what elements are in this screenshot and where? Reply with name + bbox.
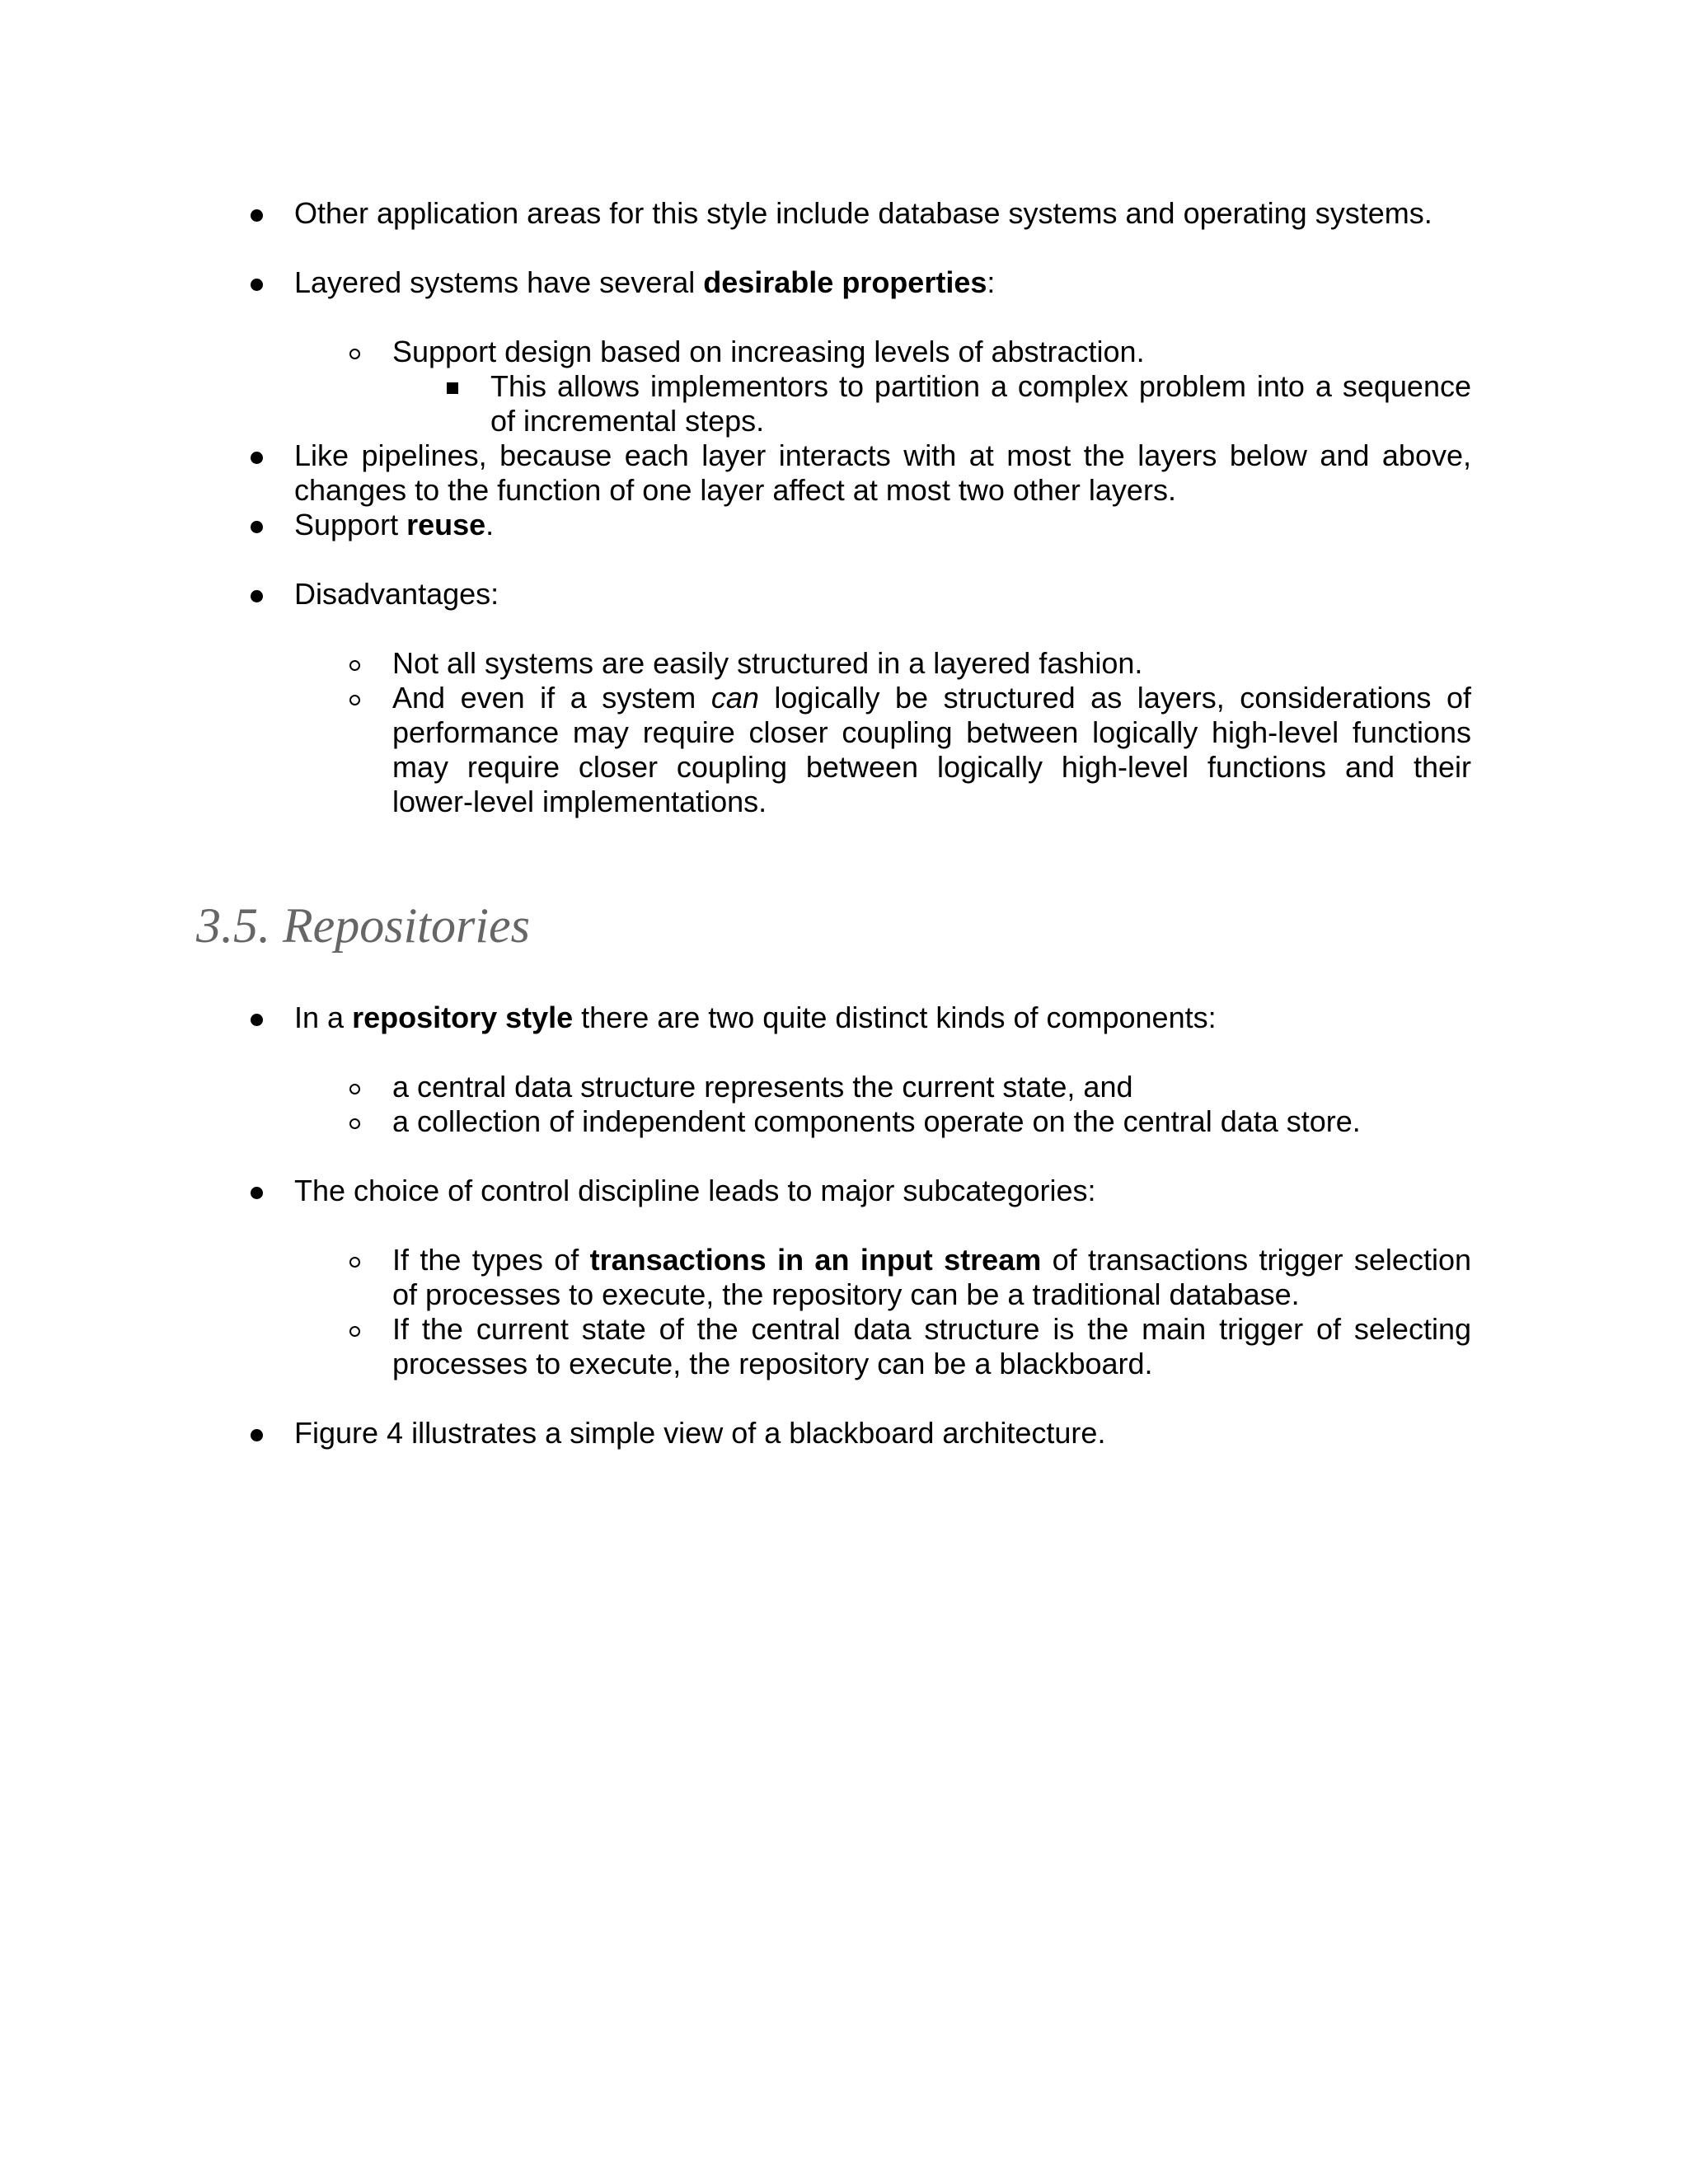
bullet-marker: [244, 1416, 269, 1451]
bullet-marker: [244, 196, 269, 231]
bold-term: transactions in an input stream: [589, 1243, 1042, 1277]
bullet-marker: [244, 265, 269, 300]
sub-bullet-line: [392, 1277, 1300, 1312]
sub-bullet-line: [392, 1347, 1153, 1381]
bullet-marker: [244, 577, 269, 612]
text-run: logically be structured as layers, considerations of: [758, 681, 1471, 715]
bullet-text: [294, 1001, 1217, 1035]
text-run: may require closer coupling between logically high-level functions and their: [392, 750, 1471, 784]
text-run: Disadvantages:: [294, 577, 499, 611]
sub-bullet-line: [392, 1243, 1471, 1277]
sub-bullet-marker: [342, 1243, 367, 1277]
bullet-marker: [244, 1001, 269, 1035]
sub-bullet-line: [392, 785, 767, 819]
sub-bullet-line: [392, 681, 1471, 715]
bold-term: repository style: [352, 1001, 574, 1034]
text-run: of processes to execute, the repository can be a traditional database.: [392, 1277, 1300, 1311]
text-run: performance may require closer coupling between logically high-level functions: [392, 715, 1471, 749]
text-run: This allows implementors to partition a complex problem into a sequence: [490, 369, 1471, 403]
text-run: Figure 4 illustrates a simple view of a blackboard architecture.: [294, 1416, 1106, 1450]
text-run: of transactions trigger selection: [1041, 1243, 1471, 1277]
text-run: Layered systems have several: [294, 265, 704, 299]
sub-bullet-marker: [342, 646, 367, 681]
text-run: And even if a system: [392, 681, 711, 715]
sub-bullet-text: [392, 335, 1145, 369]
square-bullet-marker: [440, 369, 465, 404]
sub-bullet-marker: [342, 335, 367, 369]
sub-bullet-marker: [342, 681, 367, 715]
text-run: lower-level implementations.: [392, 785, 767, 818]
text-run: changes to the function of one layer affect at most two other layers.: [294, 473, 1176, 507]
sub-bullet-line: [392, 750, 1471, 785]
sub-bullet-text: [392, 1104, 1361, 1139]
text-run: If the types of: [392, 1243, 590, 1277]
sub-bullet-line: [392, 715, 1471, 750]
sub-bullet-text: [392, 1070, 1133, 1104]
bullet-line: [294, 473, 1176, 508]
text-run: a collection of independent components operate on the central data store.: [392, 1104, 1361, 1138]
bullet-text: [294, 1416, 1105, 1451]
text-run: processes to execute, the repository can be a blackboard.: [392, 1347, 1153, 1380]
bullet-line: [294, 438, 1471, 473]
sub-bullet-marker: [342, 1104, 367, 1139]
text-run: The choice of control discipline leads to major subcategories:: [294, 1174, 1096, 1207]
italic-term: can: [710, 681, 759, 715]
sub-bullet-marker: [342, 1312, 367, 1347]
sub-bullet-text: [392, 646, 1142, 681]
bullet-text: [294, 196, 1432, 231]
bold-term: desirable properties: [703, 265, 987, 299]
sub-sub-bullet-line: [490, 404, 764, 438]
text-run: there are two quite distinct kinds of components:: [573, 1001, 1217, 1034]
bold-term: reuse: [406, 508, 486, 541]
text-run: Support: [294, 508, 407, 541]
text-run: Other application areas for this style include database systems and operating systems.: [294, 196, 1432, 230]
text-run: of incremental steps.: [490, 404, 765, 438]
text-run: :: [987, 265, 996, 299]
bullet-text: [294, 577, 499, 612]
sub-bullet-line: [392, 1312, 1471, 1347]
text-run: Not all systems are easily structured in a layered fashion.: [392, 646, 1143, 680]
bullet-marker: [244, 1174, 269, 1208]
text-run: a central data structure represents the current state, and: [392, 1070, 1133, 1104]
text-run: Support design based on increasing levels of abstraction.: [392, 335, 1145, 368]
text-run: Like pipelines, because each layer interacts with at most the layers below and above,: [294, 438, 1471, 472]
text-run: If the current state of the central data structure is the main trigger of selecting: [392, 1312, 1471, 1346]
sub-bullet-marker: [342, 1070, 367, 1104]
bullet-text: [294, 508, 494, 542]
bullet-text: [294, 1174, 1096, 1208]
bullet-marker: [244, 438, 269, 473]
bullet-marker: [244, 508, 269, 542]
text-run: In a: [294, 1001, 353, 1034]
section-heading: 3.5. Repositories: [196, 898, 530, 953]
text-run: .: [485, 508, 495, 541]
sub-sub-bullet-line: [490, 369, 1471, 404]
bullet-text: [294, 265, 995, 300]
